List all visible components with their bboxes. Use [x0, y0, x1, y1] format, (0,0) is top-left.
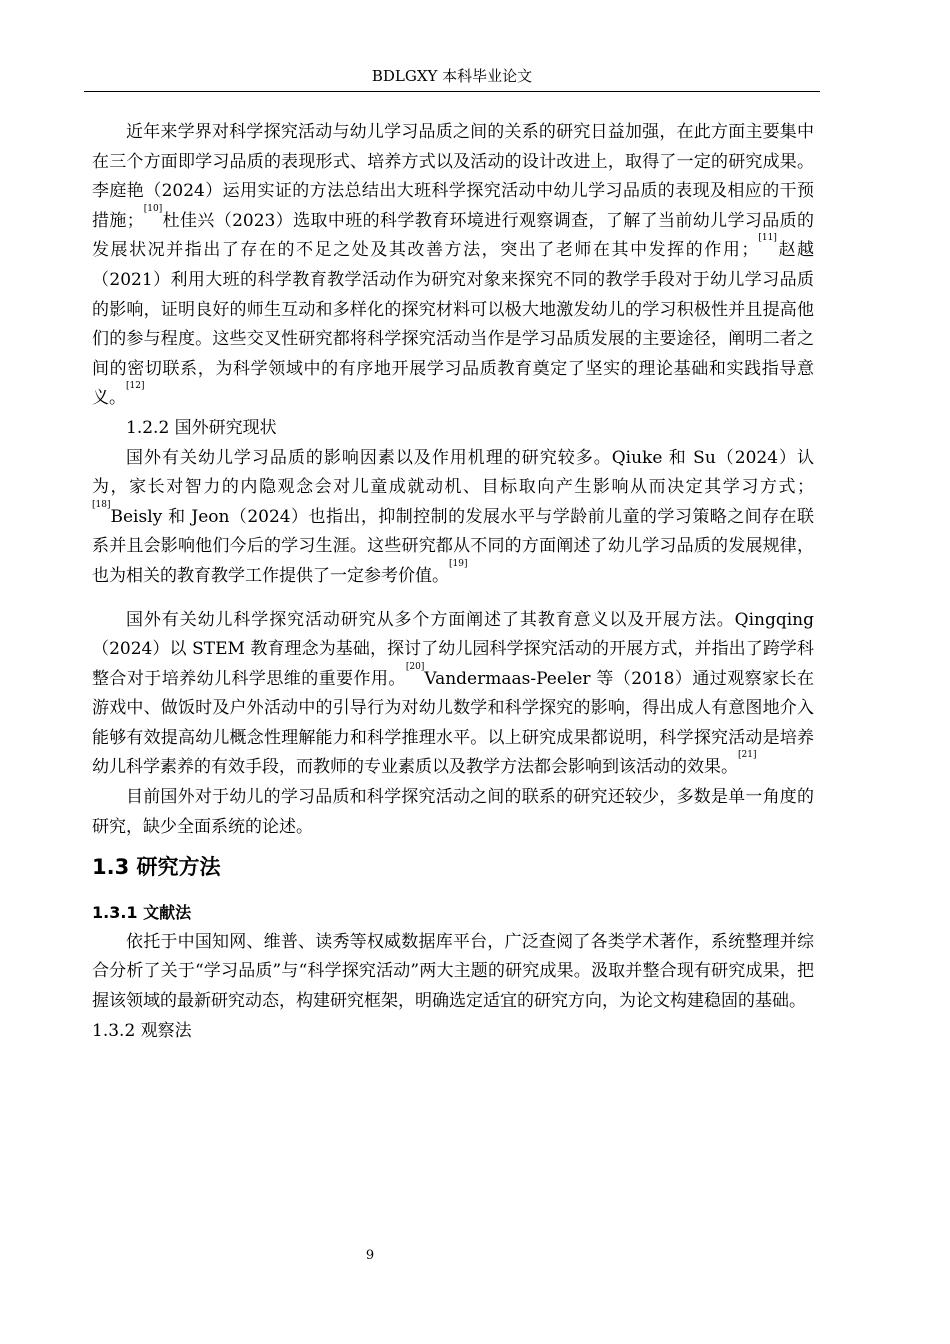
- running-header: BDLGXY 本科毕业论文: [371, 67, 533, 85]
- paragraph-domestic-research: [92, 118, 814, 414]
- citation-11: [11]: [758, 233, 777, 244]
- paragraph-text: 国外有关幼儿科学探究活动研究从多个方面阐述了其教育意义以及开展方法。Qingqing（2024）以 STEM 教育理念为基础，探讨了幼儿园科学探究活动的开展方式，并指出了跨学科整合对于培养幼儿科学思维的重要作用。: [92, 609, 814, 689]
- citation-12: [12]: [126, 381, 145, 392]
- citation-18: [18]: [92, 499, 111, 510]
- subsection-heading-1-3-1: 1.3.1 文献法: [92, 903, 192, 923]
- paragraph-text: 近年来学界对科学探究活动与幼儿学习品质之间的关系的研究日益加强，在此方面主要集中在三个方面即学习品质的表现形式、培养方式以及活动的设计改进上，取得了一定的研究成果。李庭艳（2024）运用实证的方法总结出大班科学探究活动中幼儿学习品质的表现及相应的干预措施；: [92, 122, 814, 231]
- citation-10: [10]: [143, 203, 163, 214]
- paragraph-text: 国外有关幼儿学习品质的影响因素以及作用机理的研究较多。Qiuke 和 Su（2024）认为，家长对智力的内隐观念会对儿童成就动机、目标取向产生影响从而决定其学习方式；: [92, 447, 814, 498]
- subsection-heading-1-3-2: 1.3.2 观察法: [92, 1020, 192, 1041]
- header-rule: [84, 91, 820, 92]
- paragraph-summary: 目前国外对于幼儿的学习品质和科学探究活动之间的联系的研究还较少，多数是单一角度的研究，缺少全面系统的论述。: [92, 787, 814, 837]
- section-heading-1-3: 1.3 研究方法: [92, 855, 221, 880]
- paragraph-foreign-learning-quality: [92, 444, 814, 592]
- paragraph-text: Vandermaas-Peeler 等（2018）通过观察家长在游戏中、做饭时及户外活动中的引导行为对幼儿数学和科学探究的影响，得出成人有意图地介入能够有效提高幼儿概念性理解能力和科学推理水平。以上研究成果都说明，科学探究活动是培养幼儿科学素养的有效手段，而教师的专业素质以及教学方法都会影响到该活动的效果。: [92, 668, 814, 778]
- citation-20: [20]: [405, 661, 425, 672]
- citation-21: [21]: [738, 750, 757, 761]
- paragraph-text: 杜佳兴（2023）选取中班的科学教育环境进行观察调查，了解了当前幼儿学习品质的发展状况并指出了存在的不足之处及其改善方法，突出了老师在其中发挥的作用；: [92, 210, 814, 261]
- paragraph-text: 赵越（2021）利用大班的科学教育教学活动作为研究对象来探究不同的教学手段对于幼儿学习品质的影响，证明良好的师生互动和多样化的探究材料可以极大地激发幼儿的学习积极性并且提高他们的参与程度。这些交叉性研究都将科学探究活动当作是学习品质发展的主要途径，阐明二者之间的密切联系，为科学领域中的有序地开展学习品质教育奠定了坚实的理论基础和实践指导意义。: [92, 240, 814, 409]
- paragraph-foreign-science-inquiry: [92, 606, 814, 784]
- page-number: 9: [365, 1248, 375, 1263]
- paragraph-gap: [92, 592, 814, 606]
- subsection-heading-1-2-2: 1.2.2 国外研究现状: [126, 417, 277, 438]
- body-text: [92, 118, 814, 1046]
- citation-19: [19]: [449, 558, 468, 569]
- paragraph-literature-method: 依托于中国知网、维普、读秀等权威数据库平台，广泛查阅了各类学术著作，系统整理并综合分析了关于“学习品质”与“科学探究活动”两大主题的研究成果。汲取并整合现有研究成果，把握该领域的最新研究动态，构建研究框架，明确选定适宜的研究方向，为论文构建稳固的基础。: [92, 931, 814, 1012]
- paragraph-text: Beisly 和 Jeon（2024）也指出，抑制控制的发展水平与学龄前儿童的学习策略之间存在联系并且会影响他们今后的学习生涯。这些研究都从不同的方面阐述了幼儿学习品质的发展规律，也为相关的教育教学工作提供了一定参考价值。: [92, 506, 814, 586]
